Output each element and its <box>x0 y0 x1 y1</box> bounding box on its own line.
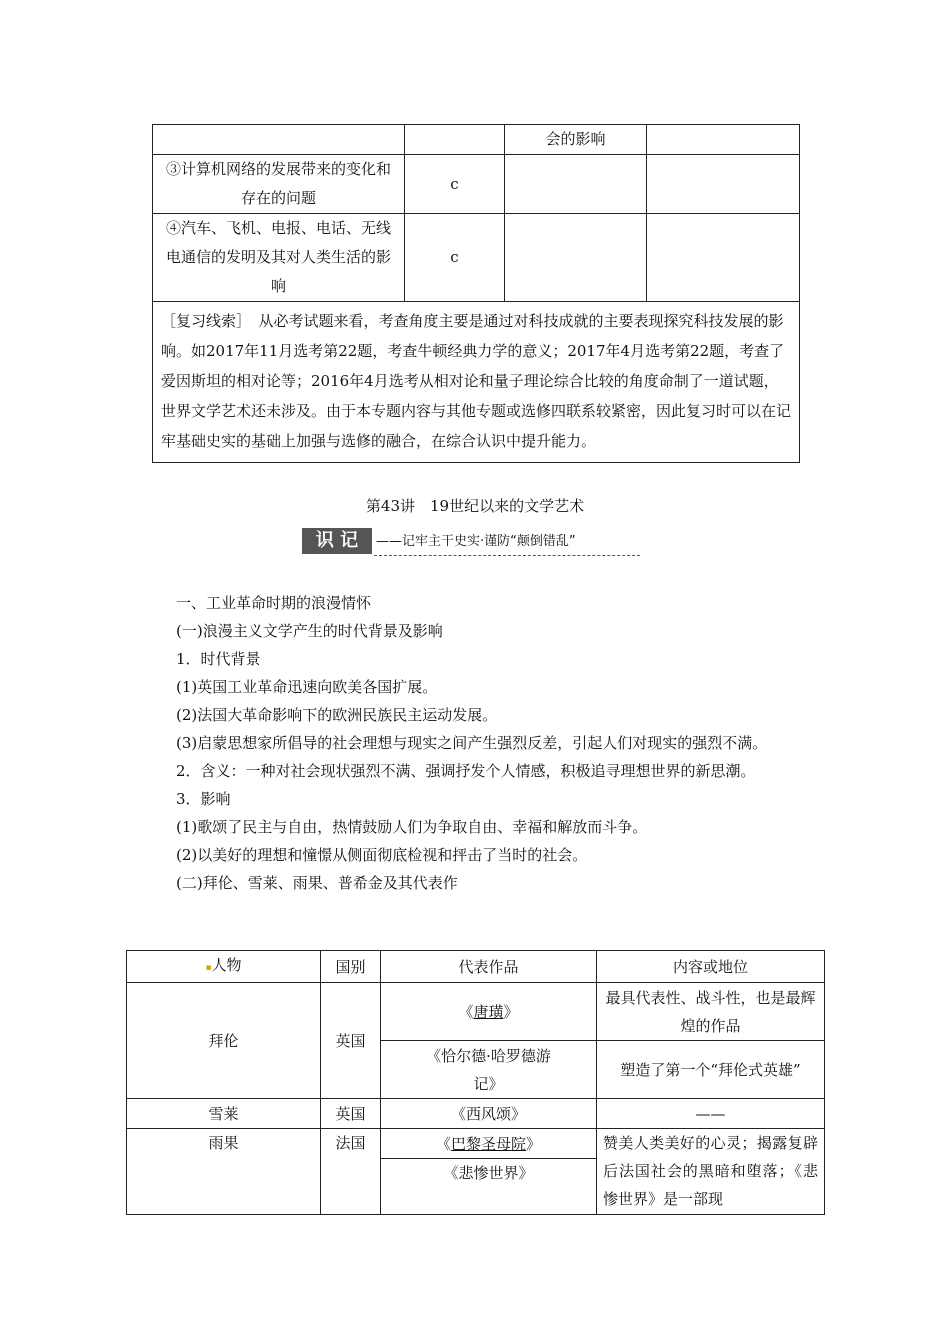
table-row <box>153 302 800 463</box>
paragraph: (2)法国大革命影响下的欧洲民族民主运动发展。 <box>176 706 498 724</box>
banner-divider <box>374 555 640 556</box>
table-cell: 法国 <box>321 1129 381 1215</box>
table-row <box>153 214 800 302</box>
paragraph: 2．含义：一种对社会现状强烈不满、强调抒发个人情感，积极追寻理想世界的新思潮。 <box>176 762 756 780</box>
table-cell: 塑造了第一个“拜伦式英雄” <box>597 1041 825 1099</box>
table-cell: 拜伦 <box>127 983 321 1099</box>
heading-2: (一)浪漫主义文学产生的时代背景及影响 <box>176 622 443 640</box>
table-cell: 最具代表性、战斗性，也是最辉煌的作品 <box>597 983 825 1041</box>
table-cell <box>647 125 800 155</box>
lesson-title: 第43讲 19世纪以来的文学艺术 <box>365 497 585 515</box>
table-row <box>127 983 825 1041</box>
table-row <box>153 155 800 214</box>
table-cell: 会的影响 <box>505 125 647 155</box>
table-cell: 《悲惨世界》 <box>381 1159 597 1215</box>
table-cell: c <box>405 214 505 302</box>
banner-tag: 识 记 <box>302 528 372 554</box>
table-row <box>127 1099 825 1129</box>
paragraph: (1)歌颂了民主与自由，热情鼓励人们为争取自由、幸福和解放而斗争。 <box>176 818 648 836</box>
table-cell: ④汽车、飞机、电报、电话、无线电通信的发明及其对人类生活的影响 <box>153 214 405 302</box>
body-text <box>152 589 800 897</box>
paragraph: (1)英国工业革命迅速向欧美各国扩展。 <box>176 678 438 696</box>
table-cell: 《巴黎圣母院》 <box>381 1129 597 1159</box>
table-cell: ③计算机网络的发展带来的变化和存在的问题 <box>153 155 405 214</box>
table-cell: 《唐璜》 <box>381 983 597 1041</box>
heading-3: 3．影响 <box>176 790 231 808</box>
subject-table <box>152 124 800 463</box>
review-clues: ［复习线索］ 从必考试题来看，考查角度主要是通过对科技成就的主要表现探究科技发展的影响。如2017年11月选考第22题，考查牛顿经典力学的意义；2017年4月选考第22题，考查了爱因斯坦的相对论等；2016年4月选考从相对论和量子理论综合比较的角度命制了一道试题，世界文学艺术还未涉及。由于本专题内容与其他专题或选修四联系较紧密，因此复习时可以在记牢基础史实的基础上加强与选修的融合，在综合认识中提升能力。 <box>153 302 800 463</box>
table-header-row <box>127 951 825 983</box>
section-banner <box>302 528 640 556</box>
table-cell: 英国 <box>321 1099 381 1129</box>
table-row <box>153 125 800 155</box>
table-cell: 雪莱 <box>127 1099 321 1129</box>
table-cell: 赞美人类美好的心灵；揭露复辟后法国社会的黑暗和堕落；《悲惨世界》是一部现 <box>597 1129 825 1215</box>
edit-mark-icon: ▪ <box>205 963 212 973</box>
table-cell: c <box>405 155 505 214</box>
header-cell: 代表作品 <box>381 951 597 983</box>
table-cell: 《西风颂》 <box>381 1099 597 1129</box>
table-cell <box>647 214 800 302</box>
banner-subtitle: ——记牢主干史实·谨防“颠倒错乱” <box>376 534 576 549</box>
table-cell <box>405 125 505 155</box>
table-cell: 英国 <box>321 983 381 1099</box>
table-cell <box>647 155 800 214</box>
header-cell: 内容或地位 <box>597 951 825 983</box>
table-cell <box>505 214 647 302</box>
paragraph: (3)启蒙思想家所倡导的社会理想与现实之间产生强烈反差，引起人们对现实的强烈不满。 <box>176 734 768 752</box>
table-row <box>127 1129 825 1159</box>
table-cell: 《恰尔德·哈罗德游记》 <box>381 1041 597 1099</box>
table-cell: —— <box>597 1099 825 1129</box>
heading-2: (二)拜伦、雪莱、雨果、普希金及其代表作 <box>176 874 458 892</box>
writers-table <box>126 950 825 1215</box>
table-cell <box>505 155 647 214</box>
header-cell: 国别 <box>321 951 381 983</box>
heading-3: 1．时代背景 <box>176 650 261 668</box>
table-cell: 雨果 <box>127 1129 321 1215</box>
table-cell <box>153 125 405 155</box>
header-cell: ▪人物 <box>127 951 321 983</box>
paragraph: (2)以美好的理想和憧憬从侧面彻底检视和抨击了当时的社会。 <box>176 846 588 864</box>
heading-1: 一、工业革命时期的浪漫情怀 <box>176 594 372 612</box>
